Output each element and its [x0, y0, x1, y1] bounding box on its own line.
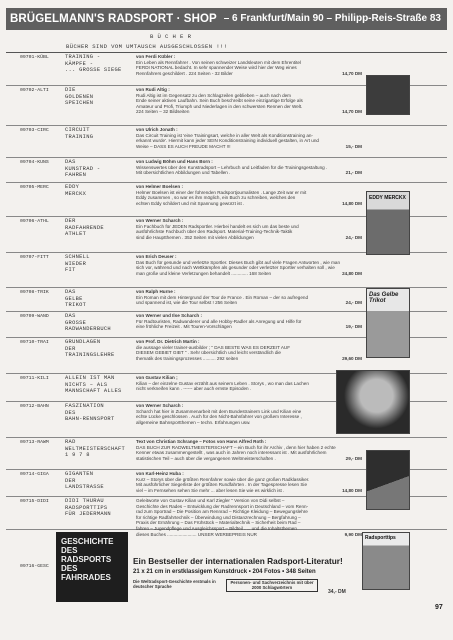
book-description	[136, 403, 362, 425]
description-text: ausführlichste Fachbuch über den Radsport. Material-Training-Technik-Taktik	[136, 229, 293, 235]
book-title: GRUNDLAGEN DER TRAININGSLEHRE	[65, 339, 115, 359]
description-line	[136, 324, 362, 330]
bestseller-title: Ein Bestseller der internationalen Radsport-Literatur!	[133, 556, 343, 566]
description-text: Rennfahrers geschildert . 224 Seiten - 32 Bilder	[136, 70, 233, 76]
description-text: rad zum Sportrad – Die Position am Rennrad – Richtige Kleidung – Bewegungslehre	[136, 509, 308, 515]
book-description	[136, 439, 362, 461]
description-text: Wissenswertes über den Kunstradsport – Lehrbuch und Leitfaden für die Trainingsgestaltung .	[136, 164, 328, 170]
description-text: eine fröhliche Freizeit . Mit Touren-Vorschlägen	[136, 324, 232, 330]
description-text: Ein Roman mit dem Hintergrund der Tour de France . Ein Roman – der so aufregend	[136, 294, 309, 300]
book-code: 09703-CIRC	[20, 128, 49, 133]
description-text: erkannt wurde'. Hiermit kann jeder SEIN Konditionstraining individuell gestalten, in Art und	[136, 138, 319, 144]
description-text: dieses Buches ....................... UNSER WERBEPREIS NUR	[136, 531, 258, 537]
book-price: 14,80 DM	[342, 200, 362, 206]
description-text: Scharch hat hier in Zusammenarbeit mit dem Bundestrainern Link und Kilian eine	[136, 408, 302, 414]
description-text: DIESEM GEBIET GIBT " . Sehr übersichtlich und leicht verständlich die	[136, 350, 281, 356]
book-entry	[6, 158, 447, 183]
book-code: 09702-ALTI	[20, 88, 49, 93]
book-code: 09701-KÜBL	[20, 55, 49, 60]
book-code: 09716-GESC	[20, 564, 49, 569]
book-code: 09714-GIGA	[20, 472, 49, 477]
description-line	[136, 356, 362, 362]
description-text: allgemeine Bahnsportthemen – techn. Erfahrungen usw.	[136, 419, 251, 425]
description-text: und spannend ist, wie die Tour selbst ! 256 Seiten	[136, 300, 238, 306]
book-code: 09707-FITT	[20, 255, 49, 260]
description-text: echten Eddy schildert und mit Spannung gewürzt ist .	[136, 200, 245, 206]
description-text: nicht verkneifen kann . ------ aber auch ernste Episoden .	[136, 386, 252, 392]
book-price: 15,- DM	[345, 143, 362, 149]
description-text: Das Circuit Training ist 'eine Trainingsart, welche in aller Welt als Konditionstraining an-	[136, 132, 313, 138]
book-description	[136, 184, 362, 206]
book-author: von Ferdi Kübler :	[136, 54, 176, 59]
book-description	[136, 159, 362, 176]
cover-geschichte	[56, 532, 128, 602]
bestseller-note: Die Weltradsport-Geschichte erstmals in deutscher Sprache	[133, 579, 216, 589]
book-title: CIRCUIT TRAINING	[65, 127, 94, 140]
book-title: DAS GROSSE RADWANDERBUCH	[65, 313, 111, 333]
book-author: von Ludwig Böhm und Hans Born :	[136, 159, 213, 164]
book-price: 24,80 DM	[342, 270, 362, 276]
description-text: Kurz – Storys über die größten Rennfahrer sowie über die ganz großen Radklassiker.	[136, 476, 310, 482]
book-price: 29,- DM	[345, 455, 362, 461]
description-text: die aussage vieler trainer-ausbilder ; " DAS BESTE WAS ES DERZEIT AUF	[136, 344, 291, 350]
description-text: thematik des trainingsprozesses .......... 292 seiten	[136, 355, 239, 361]
description-text: viel – im Fernsehen sehen Sie mehr ... aber lesen Sie wie es wirklich ist .	[136, 487, 285, 493]
book-title: TRAINING - KÄMPFE - ... GROSSE SIEGE	[65, 54, 122, 74]
description-line	[136, 201, 362, 207]
description-text: Rudi Altig ist im Gegensatz zu den Schlagzeilen geblieben – auch nach dem	[136, 92, 292, 98]
book-author: von Werner Scharch :	[136, 218, 184, 223]
description-line	[136, 300, 362, 306]
description-text: man große und kleine Verletzungen behandelt ............. 168 Seiten	[136, 270, 272, 276]
description-text: Amateur und Profi, Triumph und Niederlagen in den schwersten Rennen der Welt.	[136, 103, 303, 109]
page-header	[6, 8, 447, 30]
book-description	[136, 254, 362, 276]
book-title: GIGANTEN DER LANDSTRASSE	[65, 471, 104, 491]
description-text: Weise – DASS ES AUCH FREUDE MACHT !!!	[136, 143, 231, 149]
book-title: DER RADFAHRENDE ATHLET	[65, 218, 104, 238]
description-line	[136, 71, 362, 77]
description-text: statistischen Teil – auch über die vergangenen Weltmeisterschaften .	[136, 455, 276, 461]
description-line	[136, 488, 362, 494]
return-policy-note: BÜCHER SIND VOM UMTAUSCH AUSGESCHLOSSEN !!!	[66, 43, 228, 50]
book-title: DAS KUNSTRAD - FAHREN	[65, 159, 101, 179]
description-text: echte Lücke geschlossen . Auch für den Nicht-Bahnfahrer von großem Interesse ,	[136, 414, 302, 420]
book-description	[136, 375, 362, 392]
description-text: FERDI NATIONAL bedacht. In sehr spannender Weise wird hier der Weg eines	[136, 65, 297, 71]
book-price: 9,90 DM	[344, 531, 362, 537]
book-code: 09708-TRIK	[20, 290, 49, 295]
section-title: B Ü C H E R	[150, 33, 192, 40]
book-code: 09705-MERC	[20, 185, 49, 190]
description-text: sich vor, während und nach Wettkämpfen als gesunder oder verletzter Sportler verhalten soll , wie	[136, 265, 335, 271]
book-price: 14,80 DM	[342, 487, 362, 493]
book-author: von Karl-Heinz Huba :	[136, 471, 184, 476]
book-author: von Prof. Dr. Dietrich Martin :	[136, 339, 200, 344]
description-text: Für Radtouristen, Radwanderer und alle Hobby-Radler als Anregung und Hilfe für	[136, 318, 302, 324]
cover-geschichte-title: GESCHICHTE DES RADSPORTS DES FAHRRADES	[61, 537, 114, 582]
book-code: 09711-KILI	[20, 376, 49, 381]
book-description	[136, 339, 362, 361]
book-author: von Werner Scharch :	[136, 403, 184, 408]
description-text: Mit übersichtlichen Abbildungen und Tabellen .	[136, 170, 231, 176]
description-text: fahren – Jugendpflege und Ausgleichssport – Bildteil ..... und die Inhaltsthemen	[136, 525, 297, 531]
description-line	[136, 109, 362, 115]
book-description	[136, 313, 362, 330]
description-line	[136, 144, 362, 150]
book-price: 29,60 DM	[342, 355, 362, 361]
cover-gelbe-trikot-title: Das Gelbe Trikot	[369, 292, 399, 304]
description-line	[136, 420, 362, 426]
book-code: 09712-BAHN	[20, 404, 49, 409]
description-line	[136, 170, 362, 176]
description-line	[136, 456, 362, 462]
book-author: von Helmer Boelsen :	[136, 184, 183, 189]
book-description	[136, 54, 362, 76]
description-text: Kilian – der einzelne Gustav erzählt aus seinem Leben . Storys , wo man das Lachen	[136, 380, 309, 386]
book-author: von Rudi Altig :	[136, 87, 170, 92]
book-code: 09715-DIDI	[20, 499, 49, 504]
book-author: Text von Christian Schrange – Fotos von Hans Alfred Roth :	[136, 439, 267, 444]
book-code: 09709-WAND	[20, 314, 49, 319]
cover-kilian	[336, 370, 410, 434]
description-text: Geschichte des Rades – Entwicklung der Radrennsport in Deutschland – vom Renn-	[136, 503, 309, 509]
book-price: 24,- DM	[345, 234, 362, 240]
book-author: von Werner und Ilse Scharch :	[136, 313, 203, 318]
bestseller-index-note: Personen- und Sachverzeichnis mit über 2000 Schlagwörtern	[226, 579, 318, 592]
book-title: SCHNELL WIEDER FIT	[65, 254, 90, 274]
book-title: EDDY MERCKX	[65, 184, 87, 197]
book-description	[136, 289, 362, 306]
cover-kuebler	[366, 75, 410, 115]
book-description	[136, 471, 362, 493]
description-text: Das Buch für gesunde und verletzte Sportler. Dieses Buch gibt auf viele Fragen Antworten , wie man	[136, 259, 341, 265]
cover-eddy-merckx-title: EDDY MERCKX	[369, 195, 406, 201]
book-description	[136, 218, 362, 240]
bestseller-price: 34,- DM	[328, 589, 346, 595]
book-code: 09713-RAWM	[20, 440, 49, 445]
cover-weltmeisterschaft	[366, 450, 410, 510]
book-price: 14,70 DM	[342, 70, 362, 76]
book-description	[136, 127, 362, 149]
description-line	[136, 271, 362, 277]
page-number: 97	[435, 604, 443, 611]
book-title: RAD WELTMEISTERSCHAFT 1 9 7 8	[65, 439, 126, 459]
book-title: DIE GOLDENEN SPEICHEN	[65, 87, 94, 107]
book-entry	[6, 253, 447, 288]
description-line	[136, 386, 362, 392]
book-title: ALLEIN IST MAN NICHTS – ALS MANNSCHAFT ALLES	[65, 375, 122, 395]
description-text: Kenner etwas zusammengestellt , was auch in Jahren noch interessant ist . Mit ausführlichem	[136, 450, 327, 456]
shop-address: – 6 Frankfurt/Main 90 – Philipp-Reis-Straße 83	[223, 13, 441, 24]
book-description	[136, 87, 362, 115]
bestseller-specs: 21 x 21 cm in erstklassigem Kunstdruck • 204 Fotos • 348 Seiten	[133, 569, 316, 575]
description-text: DAS BUCH ZUR RADWELTMEISTERSCHAFT – ein Buch für ihr Archiv , denn hier haben 2 echte	[136, 444, 336, 450]
description-text: Ein Fachbuch für JEDEN Radsportler. Hierbei handelt es sich um das beste und	[136, 223, 299, 229]
description-text: Ende seiner aktiven Laufbahn. Sein Buch beschreibt seine einzigartige Erfolge als	[136, 98, 303, 104]
book-title: DAS GELBE TRIKOT	[65, 289, 87, 309]
book-price: 21,- DM	[345, 170, 362, 176]
book-author: von Gustav Kilian ;	[136, 375, 178, 380]
book-price: 19,- DM	[345, 324, 362, 330]
description-text: sind die Hauptthemen . 352 Seiten mit vielen Abbildungen	[136, 234, 254, 240]
description-text: Mit ausführlicher Siegerliste der größten Rundfahrten . In der Tagespresse lesen Sie	[136, 482, 307, 488]
book-price: 14,70 DM	[342, 109, 362, 115]
description-text: Helmer Boelsen ist einer der führenden Radsportjournalisten . Lange Zeit war er mit	[136, 189, 307, 195]
book-price: 24,- DM	[345, 300, 362, 306]
book-author: von Erich Deuser :	[136, 254, 177, 259]
book-author: von Ulrich Jonath :	[136, 127, 178, 132]
description-text: für richtige Radfahrtechnik – Überwindung und Distanzrechnung – Bergfahrung –	[136, 514, 301, 520]
cover-gelbe-trikot	[366, 288, 410, 358]
description-text: Geleitworte von Gustav Kilian und Karl Ziegler " Version von Didi selbst –	[136, 498, 285, 503]
book-author: von Ralph Hurne :	[136, 289, 176, 294]
book-code: 09706-ATHL	[20, 219, 49, 224]
description-text: Praxis der Ernährung – Das Frühstück – Materialtechnik – Sicherheit beim Rad –	[136, 520, 301, 526]
book-code: 09704-KUNS	[20, 160, 49, 165]
description-line	[136, 235, 362, 241]
description-text: Ein Leben als Rennfahrer . Von seinen schweizer Landsleuten mit dem Ehrentitel	[136, 59, 301, 65]
book-title: FASZINATION DES BAHN-RENNSPORT	[65, 403, 115, 423]
cover-eddy-merckx	[366, 191, 410, 255]
book-title: DIDI THURAU RADSPORTTIPS FÜR JEDERMANN	[65, 498, 111, 518]
description-text: 224 Seiten – 32 Bildseiten	[136, 109, 190, 115]
description-text: Eddy zusammen , so war es ihm möglich, ein Buch zu schreiben, welches den	[136, 195, 296, 201]
book-entry	[6, 126, 447, 158]
cover-radsporttips-title: Radsporttips	[365, 535, 396, 541]
book-code: 09710-TRAI	[20, 340, 49, 345]
shop-name: BRÜGELMANN'S RADSPORT · SHOP	[10, 13, 217, 25]
